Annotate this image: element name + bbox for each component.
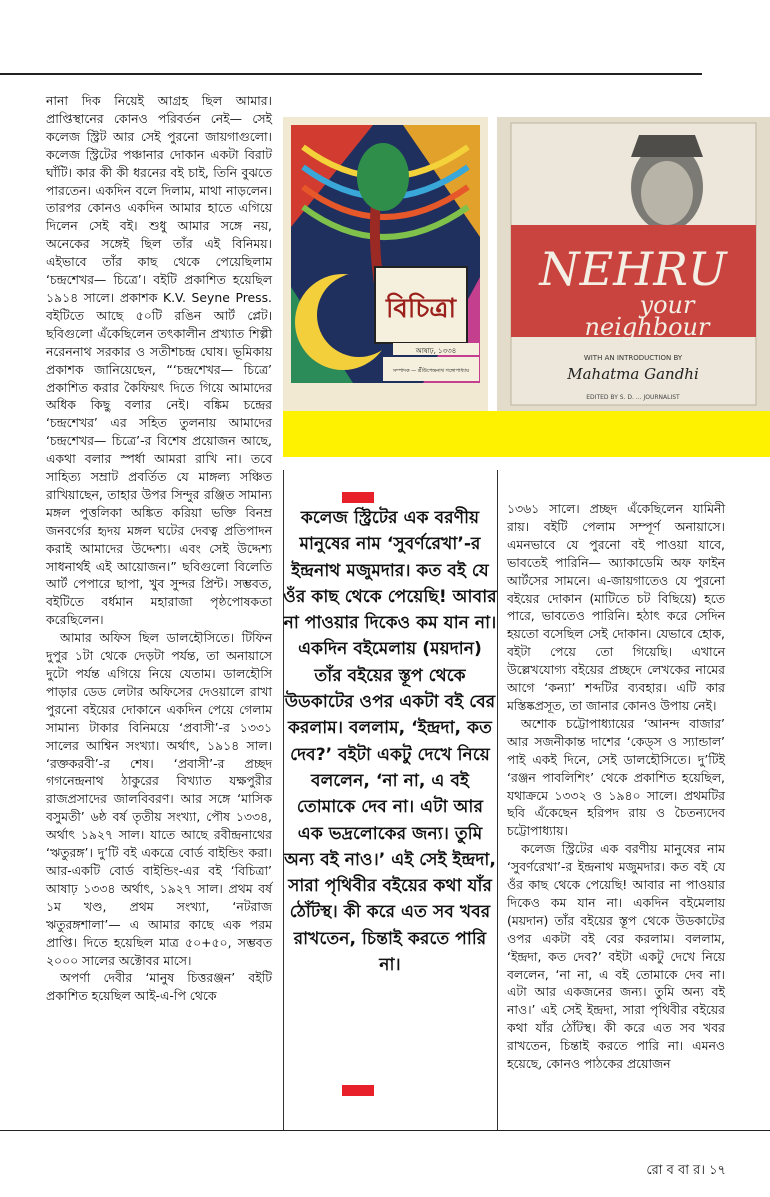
left-paragraph-1: নানা দিক নিয়েই আগ্রহ ছিল আমার। প্রাপ্তিস্থানের কোনও পরিবর্তন নেই— সেই কলেজ স্ট্রিট আর সেই পুরনো জায়গাগুলো। কলেজ স্ট্রিটের পঞ্চানার দোকান একটা বিরাট ঘাঁটি। কার কী কী ধরনের বই চাই, তিনি বুঝতে পারতেন। একদিন বলে দিলাম, মাথা নাড়লেন। তারপর কোনও একদিন আমার হাতে এগিয়ে দিলেন সেই বই। শুধু আমার সঙ্গে নয়, অনেকের সঙ্গেই ছিল তাঁর এই বিনিময়। এইভাবে তাঁর কাছ থেকে পেয়েছিলাম ‘চন্দ্রশেখর— চিত্রে’। বইটি প্রকাশিত হয়েছিল ১৯১৪ সালে। প্রকাশক K.V. Seyne Press. বইটিতে আছে ৫০টি রঙিন আর্ট প্লেট। ছবিগুলো এঁকেছিলেন তৎকালীন প্রখ্যাত শিল্পী নরেননাথ সরকার ও সতীশচন্দ্র ঘোষ। ভূমিকায় প্রকাশক জানিয়েছেন, “‘চন্দ্রশেখর— চিত্রে’ প্রকাশিত করার কৈফিয়ৎ দিতে গিয়ে আমাদের অধিক কিছু বলার নেই। বঙ্কিম চন্দ্রের ‘চন্দ্রশেখর’ এর সহিত তুলনায় আমাদের ‘চন্দ্রশেখর— চিত্রে’-র বিশেষ প্রয়োজন আছে, একথা বলার স্পর্ধা আমরা রাখি না। তবে সাহিত্য সম্রাট প্রবর্তিত যে মাঙ্গল্য সঞ্চিত রাখিয়াছেন, তাহার উপর সিন্দুর রঞ্জিত সামান্য মঙ্গল পুত্তলিকা অঙ্কিত করিয়া ভক্তি বিনম্র জনবর্গের হৃদয় মঙ্গল ঘটের দেবত্ব প্রতিপাদন করাই আমাদের উদ্দেশ্য। এবং সেই উদ্দেশ্য সাধনার্থই এই আয়োজন।” ছবিগুলো বিলেতি আর্ট পেপারে ছাপা, খুব সুন্দর প্রিন্ট। সম্ভবত, বইটিতে বর্ধমান মহারাজা পৃষ্ঠপোষকতা করেছিলেন। — [46, 93, 272, 628]
column-divider-right — [497, 470, 498, 1130]
left-paragraph-2: আমার অফিস ছিল ডালহৌসিতে। টিফিন দুপুর ১টা থেকে দেড়টা পর্যন্ত, তা অনায়াসে দুটো পর্যন্ত এগিয়ে নিয়ে যেতাম। ডালহৌসি পাড়ার ডেড লেটার অফিসের দেওয়ালে রাখা পুরনো বইয়ের দোকানে একদিন পেয়ে গেলাম সামান্য টাকার বিনিময়ে ‘প্রবাসী’-র ১৩৩১ সালের আশ্বিন সংখ্যা। অর্থাৎ, ১৯১৪ সাল। ‘রক্তকরবী’-র শেষ। ‘প্রবাসী’-র প্রচ্ছদ গগনেন্দ্রনাথ ঠাকুরের বিখ্যাত যক্ষপুরীর রাজপ্রসাদের জালবিবরণ। আর সঙ্গে ‘মাসিক বসুমতী’ ৬ষ্ঠ বর্ষ তৃতীয় সংখ্যা, পৌষ ১৩৩৪, অর্থাৎ ১৯২৭ সাল। যাতে আছে রবীন্দ্রনাথের ‘ঋতুরঙ্গ’। দু’টি বই একত্রে বোর্ড বাইন্ডিং করা। আর-একটি বোর্ড বাইন্ডিং-এর বই ‘বিচিত্রা’ আষাঢ় ১৩৩৪ অর্থাৎ, ১৯২৭ সাল। প্রথম বর্ষ ১ম খণ্ড, প্রথম সংখ্যা, ‘নটরাজ ঋতুরঙ্গশালা’— এ আমার কাছে এক পরম প্রাপ্তি। দিতে হয়েছিল মাত্র ৫০+৫০, সম্ভবত ২০০০ সালের অক্টোবর মাসে। — [46, 630, 272, 968]
bichitra-date: আষাঢ়, ১৩৩৪ — [415, 347, 457, 355]
right-paragraph-1: ১৩৬১ সালে। প্রচ্ছদ এঁকেছিলেন যামিনী রায়। বইটি পেলাম সম্পূর্ণ অনায়াসে। এমনভাবে যে পুরনো বই পাওয়া যাবে, ভাবতেই পারিনি— অ্যাকাডেমি অফ ফাইন আর্টসের সামনে। এ-জায়গাতেও যে পুরনো বইয়ের দোকান (মাটিতে চট বিছিয়ে) হতে পারে, ভাবতেও পারিনি। হঠাৎ করে সেদিন হয়তো বসেছিল সেই দোকান। যেভাবে হোক, বইটা পেয়ে তো গিয়েছি। এখানে উল্লেখযোগ্য বইয়ের প্রচ্ছদে লেখকের নামের আগে ‘কন্যা’ শব্দটির ব্যবহার। এটি কার মস্তিষ্কপ্রসূত, তা জানার কোনও উপায় নেই। — [507, 501, 725, 713]
nehru-title-your: your — [639, 291, 695, 319]
pull-quote-bottom-bar — [342, 1085, 374, 1096]
page-footer: রো ব বা র। ১৭ — [646, 1163, 726, 1178]
nehru-editor: EDITED BY S. D. ... JOURNALIST — [586, 394, 680, 401]
right-column — [507, 500, 725, 1073]
right-paragraph-3: কলেজ স্ট্রিটের এক বরণীয় মানুষের নাম ‘সুবর্ণরেখা’-র ইন্দ্রনাথ মজুমদার। কত বই যে ওঁর কাছ থেকে পেয়েছি! আবার না পাওয়ার দিকেও কম যান না। একদিন বইমেলায় (ময়দান) তাঁর বইয়ের স্তূপ থেকে উডকাটের ওপর একটা বই বের করলাম। বললাম, ‘ইন্দ্রদা, কত দেব?’ বইটা একটু দেখে নিয়ে বললেন, ‘না না, এ বই তোমাকে দেব না। এটা আর একজনের জন্য। তুমি অন্য বই নাও।’ এই সেই ইন্দ্রদা, সারা পৃথিবীর বইয়ের কথা যাঁর ঠোঁটস্থ। কী করে এত সব খবর রাখতেন, চিন্তাই করতে পারি না। এমনও হয়েছে, কোনও পাঠকের প্রয়োজন — [507, 841, 725, 1072]
nehru-artwork — [497, 117, 770, 411]
left-column — [46, 92, 272, 1005]
pull-quote-top-bar — [342, 492, 374, 503]
caption-band — [283, 411, 770, 457]
bichitra-artwork — [283, 117, 488, 411]
nehru-intro-name: Mahatma Gandhi — [567, 365, 699, 383]
left-paragraph-3: অপর্ণা দেবীর ‘মানুষ চিত্তরঞ্জন’ বইটি প্রকাশিত হয়েছিল আই-এ-পি থেকে — [46, 970, 272, 1004]
bottom-rule — [0, 1130, 770, 1131]
bichitra-title: বিচিত্রা — [385, 294, 457, 324]
pull-quote: কলেজ স্ট্রিটের এক বরণীয় মানুষের নাম ‘সুবর্ণরেখা’-র ইন্দ্রনাথ মজুমদার। কত বই যে ওঁর কাছ থেকে পেয়েছি! আবার না পাওয়ার দিকেও কম যান না। একদিন বইমেলায় (ময়দান) তাঁর বইয়ের স্তূপ থেকে উডকাটের ওপর একটা বই বের করলাম। বললাম, ‘ইন্দ্রদা, কত দেব?’ বইটা একটু দেখে নিয়ে বললেন, ‘না না, এ বই তোমাকে দেব না। এটা আর এক ভদ্রলোকের জন্য। তুমি অন্য বই নাও।’ এই সেই ইন্দ্রদা, সারা পৃথিবীর বইয়ের কথা যাঁর ঠোঁটস্থ। কী করে এত সব খবর রাখতেন, চিন্তাই করতে পারি না। — [283, 508, 497, 976]
top-rule — [0, 73, 702, 75]
nehru-title-neighbour: neighbour — [584, 313, 710, 341]
book-cover-bichitra — [283, 117, 488, 411]
right-paragraph-2: অশোক চট্টোপাধ্যায়ের ‘আনন্দ বাজার’ আর সজনীকান্ত দাশের ‘কেড্স ও স্যান্ডাল’ পাই একই দিনে, সেই ডালহৌসিতে। দু’টিই ‘রঞ্জন পাবলিশিং’ থেকে প্রকাশিত হয়েছিল, যথাক্রমে ১৩৩২ ও ১৯৪০ সালে। প্রথমটির ছবি এঁকেছেন হরিপদ রায় ও চৈতন্যদেব চট্টোপাধ্যায়। — [507, 715, 725, 839]
bichitra-editor: সম্পাদক — শ্রীউপেন্দ্রনাথ গঙ্গোপাধ্যায় — [392, 368, 470, 374]
nehru-title: NEHRU — [539, 242, 727, 296]
book-cover-nehru — [497, 117, 770, 411]
nehru-intro: WITH AN INTRODUCTION BY — [583, 354, 683, 362]
